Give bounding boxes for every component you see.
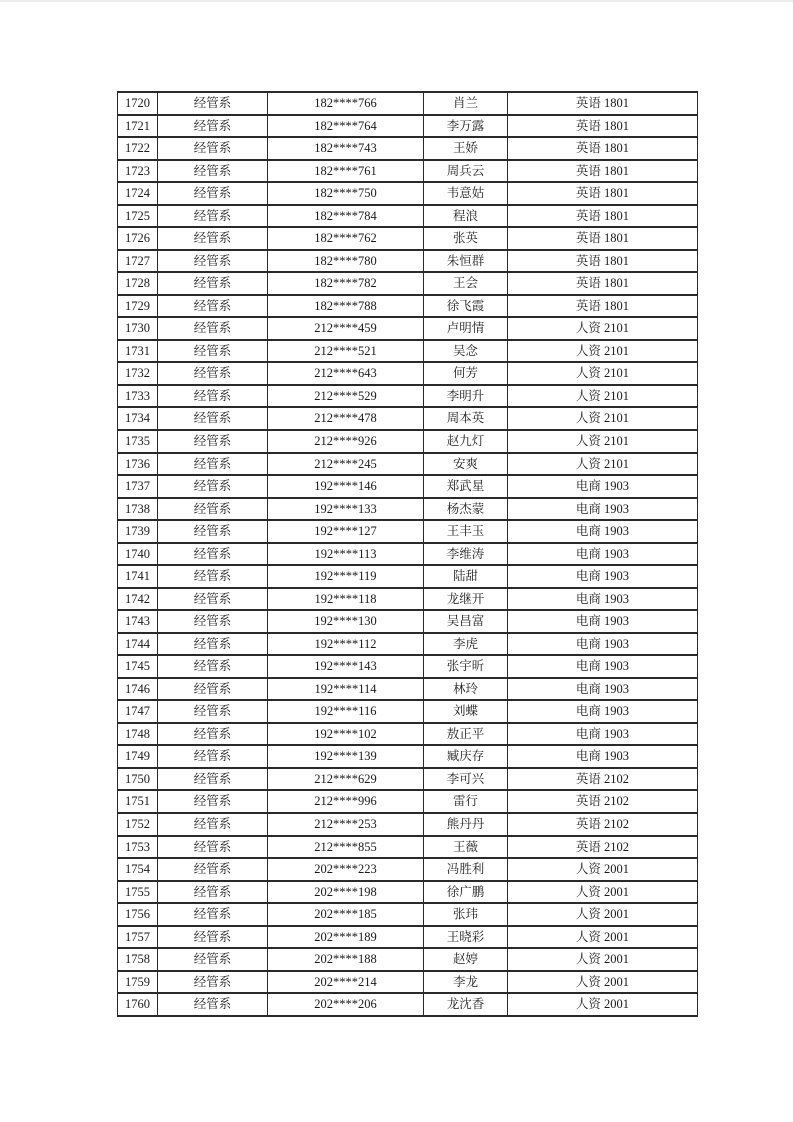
cell-student-id: 192****146 <box>268 475 424 498</box>
cell-name: 卢明情 <box>424 317 508 340</box>
cell-name: 刘蝶 <box>424 700 508 723</box>
cell-student-id: 192****102 <box>268 723 424 746</box>
cell-student-id: 192****116 <box>268 700 424 723</box>
cell-index: 1734 <box>118 407 158 430</box>
table-row <box>118 362 698 385</box>
cell-index: 1720 <box>118 92 158 115</box>
cell-name: 熊丹丹 <box>424 813 508 836</box>
cell-index: 1732 <box>118 362 158 385</box>
cell-department: 经管系 <box>158 610 268 633</box>
cell-student-id: 182****750 <box>268 182 424 205</box>
table-row <box>118 993 698 1016</box>
cell-department: 经管系 <box>158 768 268 791</box>
cell-department: 经管系 <box>158 971 268 994</box>
cell-class: 英语 1801 <box>508 250 698 273</box>
cell-department: 经管系 <box>158 250 268 273</box>
cell-index: 1739 <box>118 520 158 543</box>
cell-name: 王会 <box>424 272 508 295</box>
table-row <box>118 588 698 611</box>
student-roster-table <box>117 91 698 1017</box>
cell-department: 经管系 <box>158 745 268 768</box>
table-row <box>118 723 698 746</box>
table-row <box>118 836 698 859</box>
table-row <box>118 881 698 904</box>
cell-department: 经管系 <box>158 520 268 543</box>
cell-index: 1757 <box>118 926 158 949</box>
cell-student-id: 212****529 <box>268 385 424 408</box>
table-row <box>118 385 698 408</box>
cell-department: 经管系 <box>158 881 268 904</box>
cell-index: 1724 <box>118 182 158 205</box>
cell-student-id: 212****629 <box>268 768 424 791</box>
cell-department: 经管系 <box>158 813 268 836</box>
student-table-body <box>118 92 698 1016</box>
cell-student-id: 212****245 <box>268 453 424 476</box>
cell-name: 赵九灯 <box>424 430 508 453</box>
table-row <box>118 971 698 994</box>
cell-class: 人资 2101 <box>508 453 698 476</box>
cell-student-id: 182****743 <box>268 137 424 160</box>
cell-class: 人资 2101 <box>508 340 698 363</box>
cell-name: 吴念 <box>424 340 508 363</box>
cell-class: 英语 2102 <box>508 790 698 813</box>
cell-department: 经管系 <box>158 160 268 183</box>
table-row <box>118 160 698 183</box>
table-row <box>118 92 698 115</box>
cell-student-id: 212****253 <box>268 813 424 836</box>
cell-student-id: 202****198 <box>268 881 424 904</box>
cell-index: 1750 <box>118 768 158 791</box>
cell-student-id: 202****188 <box>268 948 424 971</box>
table-row <box>118 317 698 340</box>
cell-class: 人资 2001 <box>508 971 698 994</box>
table-row <box>118 768 698 791</box>
cell-class: 电商 1903 <box>508 655 698 678</box>
cell-department: 经管系 <box>158 92 268 115</box>
table-row <box>118 340 698 363</box>
table-row <box>118 137 698 160</box>
cell-name: 徐飞霞 <box>424 295 508 318</box>
cell-name: 臧庆存 <box>424 745 508 768</box>
cell-student-id: 202****206 <box>268 993 424 1016</box>
cell-index: 1752 <box>118 813 158 836</box>
cell-student-id: 192****127 <box>268 520 424 543</box>
cell-student-id: 192****112 <box>268 633 424 656</box>
cell-index: 1743 <box>118 610 158 633</box>
cell-index: 1751 <box>118 790 158 813</box>
table-row <box>118 858 698 881</box>
cell-name: 吴昌富 <box>424 610 508 633</box>
cell-class: 电商 1903 <box>508 723 698 746</box>
cell-class: 电商 1903 <box>508 588 698 611</box>
cell-department: 经管系 <box>158 407 268 430</box>
cell-class: 英语 1801 <box>508 227 698 250</box>
cell-student-id: 192****118 <box>268 588 424 611</box>
cell-index: 1741 <box>118 565 158 588</box>
table-row <box>118 633 698 656</box>
cell-class: 电商 1903 <box>508 678 698 701</box>
cell-index: 1749 <box>118 745 158 768</box>
cell-index: 1723 <box>118 160 158 183</box>
cell-class: 英语 1801 <box>508 92 698 115</box>
table-row <box>118 115 698 138</box>
table-row <box>118 227 698 250</box>
cell-student-id: 212****459 <box>268 317 424 340</box>
cell-department: 经管系 <box>158 137 268 160</box>
cell-class: 人资 2101 <box>508 362 698 385</box>
cell-department: 经管系 <box>158 498 268 521</box>
cell-student-id: 202****223 <box>268 858 424 881</box>
table-row <box>118 903 698 926</box>
cell-student-id: 202****185 <box>268 903 424 926</box>
cell-student-id: 182****780 <box>268 250 424 273</box>
cell-index: 1728 <box>118 272 158 295</box>
cell-name: 程浪 <box>424 205 508 228</box>
cell-student-id: 202****189 <box>268 926 424 949</box>
cell-name: 张宇昕 <box>424 655 508 678</box>
cell-student-id: 212****521 <box>268 340 424 363</box>
cell-department: 经管系 <box>158 836 268 859</box>
cell-class: 人资 2001 <box>508 903 698 926</box>
cell-class: 英语 1801 <box>508 137 698 160</box>
table-row <box>118 475 698 498</box>
table-row <box>118 655 698 678</box>
cell-index: 1730 <box>118 317 158 340</box>
cell-index: 1721 <box>118 115 158 138</box>
cell-class: 英语 1801 <box>508 205 698 228</box>
cell-class: 英语 1801 <box>508 272 698 295</box>
cell-class: 电商 1903 <box>508 565 698 588</box>
cell-index: 1747 <box>118 700 158 723</box>
cell-index: 1744 <box>118 633 158 656</box>
cell-index: 1760 <box>118 993 158 1016</box>
cell-index: 1742 <box>118 588 158 611</box>
table-row <box>118 453 698 476</box>
cell-index: 1755 <box>118 881 158 904</box>
cell-name: 陆甜 <box>424 565 508 588</box>
cell-name: 王丰玉 <box>424 520 508 543</box>
table-row <box>118 678 698 701</box>
cell-name: 冯胜利 <box>424 858 508 881</box>
cell-class: 人资 2101 <box>508 317 698 340</box>
cell-name: 李维涛 <box>424 543 508 566</box>
table-row <box>118 745 698 768</box>
cell-department: 经管系 <box>158 182 268 205</box>
cell-student-id: 182****784 <box>268 205 424 228</box>
cell-student-id: 182****782 <box>268 272 424 295</box>
cell-class: 人资 2101 <box>508 385 698 408</box>
cell-index: 1735 <box>118 430 158 453</box>
cell-student-id: 182****761 <box>268 160 424 183</box>
table-row <box>118 790 698 813</box>
cell-student-id: 192****119 <box>268 565 424 588</box>
table-row <box>118 610 698 633</box>
cell-department: 经管系 <box>158 453 268 476</box>
table-row <box>118 948 698 971</box>
cell-name: 周兵云 <box>424 160 508 183</box>
cell-name: 李万露 <box>424 115 508 138</box>
cell-student-id: 182****766 <box>268 92 424 115</box>
cell-name: 李明升 <box>424 385 508 408</box>
cell-name: 徐广鹏 <box>424 881 508 904</box>
table-row <box>118 272 698 295</box>
cell-department: 经管系 <box>158 700 268 723</box>
cell-student-id: 182****764 <box>268 115 424 138</box>
cell-department: 经管系 <box>158 926 268 949</box>
cell-class: 英语 1801 <box>508 160 698 183</box>
cell-index: 1746 <box>118 678 158 701</box>
cell-department: 经管系 <box>158 948 268 971</box>
cell-index: 1758 <box>118 948 158 971</box>
cell-department: 经管系 <box>158 565 268 588</box>
cell-department: 经管系 <box>158 430 268 453</box>
cell-name: 周本英 <box>424 407 508 430</box>
table-row <box>118 543 698 566</box>
cell-class: 英语 1801 <box>508 182 698 205</box>
cell-name: 张英 <box>424 227 508 250</box>
cell-index: 1722 <box>118 137 158 160</box>
cell-index: 1753 <box>118 836 158 859</box>
cell-index: 1726 <box>118 227 158 250</box>
cell-student-id: 212****996 <box>268 790 424 813</box>
cell-name: 敖正平 <box>424 723 508 746</box>
cell-student-id: 202****214 <box>268 971 424 994</box>
table-row <box>118 182 698 205</box>
cell-name: 龙沈香 <box>424 993 508 1016</box>
cell-name: 赵婷 <box>424 948 508 971</box>
cell-class: 人资 2001 <box>508 993 698 1016</box>
cell-name: 李龙 <box>424 971 508 994</box>
cell-student-id: 192****139 <box>268 745 424 768</box>
table-row <box>118 295 698 318</box>
cell-student-id: 192****133 <box>268 498 424 521</box>
cell-class: 人资 2001 <box>508 948 698 971</box>
cell-name: 安爽 <box>424 453 508 476</box>
cell-name: 王薇 <box>424 836 508 859</box>
cell-department: 经管系 <box>158 723 268 746</box>
cell-student-id: 212****855 <box>268 836 424 859</box>
cell-index: 1745 <box>118 655 158 678</box>
cell-index: 1740 <box>118 543 158 566</box>
cell-name: 郑武星 <box>424 475 508 498</box>
cell-index: 1756 <box>118 903 158 926</box>
cell-name: 张玮 <box>424 903 508 926</box>
cell-student-id: 192****114 <box>268 678 424 701</box>
cell-department: 经管系 <box>158 655 268 678</box>
cell-class: 英语 1801 <box>508 295 698 318</box>
cell-student-id: 182****762 <box>268 227 424 250</box>
cell-name: 何芳 <box>424 362 508 385</box>
cell-class: 电商 1903 <box>508 633 698 656</box>
cell-department: 经管系 <box>158 115 268 138</box>
cell-class: 人资 2001 <box>508 926 698 949</box>
cell-name: 雷行 <box>424 790 508 813</box>
table-row <box>118 250 698 273</box>
cell-index: 1729 <box>118 295 158 318</box>
cell-class: 人资 2101 <box>508 430 698 453</box>
table-row <box>118 520 698 543</box>
cell-class: 英语 2102 <box>508 768 698 791</box>
cell-class: 电商 1903 <box>508 700 698 723</box>
cell-name: 王晓彩 <box>424 926 508 949</box>
cell-name: 李可兴 <box>424 768 508 791</box>
cell-department: 经管系 <box>158 993 268 1016</box>
table-row <box>118 205 698 228</box>
cell-index: 1737 <box>118 475 158 498</box>
cell-department: 经管系 <box>158 227 268 250</box>
cell-department: 经管系 <box>158 588 268 611</box>
cell-index: 1759 <box>118 971 158 994</box>
cell-department: 经管系 <box>158 678 268 701</box>
cell-class: 电商 1903 <box>508 498 698 521</box>
cell-student-id: 212****643 <box>268 362 424 385</box>
cell-index: 1731 <box>118 340 158 363</box>
cell-department: 经管系 <box>158 633 268 656</box>
cell-index: 1733 <box>118 385 158 408</box>
cell-index: 1727 <box>118 250 158 273</box>
cell-department: 经管系 <box>158 903 268 926</box>
cell-name: 朱恒群 <box>424 250 508 273</box>
cell-name: 杨杰蒙 <box>424 498 508 521</box>
cell-student-id: 192****143 <box>268 655 424 678</box>
table-row <box>118 565 698 588</box>
cell-department: 经管系 <box>158 295 268 318</box>
cell-class: 电商 1903 <box>508 745 698 768</box>
cell-department: 经管系 <box>158 385 268 408</box>
cell-class: 英语 2102 <box>508 813 698 836</box>
cell-class: 电商 1903 <box>508 475 698 498</box>
cell-student-id: 212****926 <box>268 430 424 453</box>
cell-name: 李虎 <box>424 633 508 656</box>
cell-department: 经管系 <box>158 475 268 498</box>
cell-name: 肖兰 <box>424 92 508 115</box>
cell-index: 1748 <box>118 723 158 746</box>
cell-class: 英语 1801 <box>508 115 698 138</box>
cell-department: 经管系 <box>158 205 268 228</box>
table-row <box>118 430 698 453</box>
table-row <box>118 498 698 521</box>
cell-name: 王娇 <box>424 137 508 160</box>
cell-class: 电商 1903 <box>508 610 698 633</box>
cell-student-id: 192****130 <box>268 610 424 633</box>
cell-index: 1754 <box>118 858 158 881</box>
cell-department: 经管系 <box>158 790 268 813</box>
cell-student-id: 212****478 <box>268 407 424 430</box>
table-row <box>118 700 698 723</box>
cell-class: 电商 1903 <box>508 520 698 543</box>
cell-department: 经管系 <box>158 858 268 881</box>
page-top-edge <box>0 0 793 2</box>
table-row <box>118 813 698 836</box>
cell-student-id: 182****788 <box>268 295 424 318</box>
table-row <box>118 926 698 949</box>
cell-class: 人资 2101 <box>508 407 698 430</box>
cell-class: 人资 2001 <box>508 858 698 881</box>
cell-name: 林玲 <box>424 678 508 701</box>
cell-index: 1725 <box>118 205 158 228</box>
cell-class: 英语 2102 <box>508 836 698 859</box>
cell-department: 经管系 <box>158 362 268 385</box>
cell-index: 1738 <box>118 498 158 521</box>
cell-class: 人资 2001 <box>508 881 698 904</box>
cell-student-id: 192****113 <box>268 543 424 566</box>
cell-name: 龙继开 <box>424 588 508 611</box>
cell-department: 经管系 <box>158 543 268 566</box>
cell-name: 韦意姑 <box>424 182 508 205</box>
table-row <box>118 407 698 430</box>
cell-department: 经管系 <box>158 272 268 295</box>
cell-index: 1736 <box>118 453 158 476</box>
cell-department: 经管系 <box>158 340 268 363</box>
cell-class: 电商 1903 <box>508 543 698 566</box>
cell-department: 经管系 <box>158 317 268 340</box>
